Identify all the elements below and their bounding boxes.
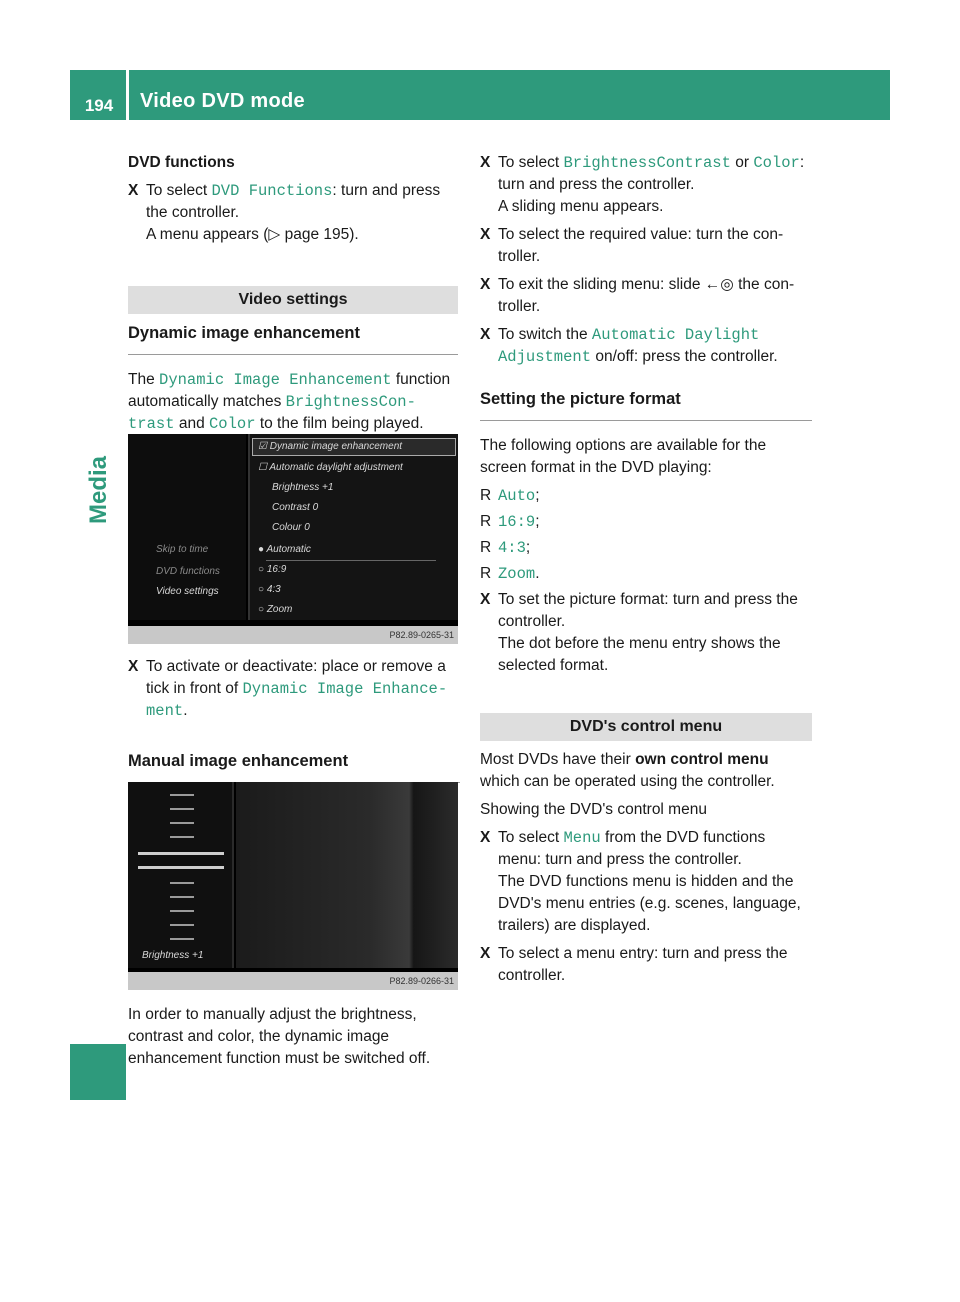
bullet-icon: R: [480, 487, 492, 504]
section-tab-label: Media: [85, 456, 112, 525]
dvd-functions-heading: DVD functions: [128, 154, 235, 171]
page-title: Video DVD mode: [140, 90, 305, 112]
page-number: 194: [84, 96, 114, 115]
dynamic-heading: Dynamic image enhancement: [128, 322, 458, 355]
step-arrow-icon: X: [480, 945, 491, 962]
section-tab-marker: [70, 1044, 126, 1100]
picture-format-intro: The following options are available for the screen format in the DVD playing:: [480, 437, 767, 476]
picture-format-step: X To set the picture format: turn and press the controller. The dot before the menu entry shows the selected format.: [480, 591, 798, 674]
menu-separator: [266, 560, 436, 561]
value-step: X To select the required value: turn the con‐troller.: [480, 226, 784, 265]
bullet-icon: R: [480, 539, 492, 556]
step-arrow-icon: X: [480, 154, 491, 171]
manual-heading: Manual image enhancement: [128, 750, 460, 783]
control-menu-paragraph: Most DVDs have their own control menu which can be operated using the controller.: [480, 751, 775, 790]
menu-step: X To select Menu from the DVD functions menu: turn and press the controller. The DVD functions menu is hidden and the DVD's menu entries (e.g. scenes, language, trailers) are displayed.: [480, 829, 801, 934]
screenshot2-label: Brightness +1: [142, 950, 204, 961]
daylight-step: X To switch the Automatic Daylight Adjustment on/off: press the controller.: [480, 326, 778, 366]
activate-step: X To activate or deactivate: place or remove a tick in front of Dynamic Image Enhance‐ment.: [128, 658, 448, 720]
menu-entry-step: X To select a menu entry: turn and press the controller.: [480, 945, 788, 984]
dynamic-paragraph: The Dynamic Image Enhancement function automatically matches BrightnessCon‐trast and Color to the film being played.: [128, 371, 451, 433]
screenshot-right-menu: ☑ Dynamic image enhancement ☐ Automatic daylight adjustment Brightness +1 Contrast 0 Colour 0 ● Automatic ○ 16:9 ○ 4:3 ○ Zoom: [248, 434, 458, 620]
screenshot2-caption: P82.89-0266-31: [128, 972, 458, 990]
exit-step: X To exit the sliding menu: slide ←◎ the con‐troller.: [480, 276, 795, 315]
page-ref-icon: ▷: [268, 226, 281, 243]
step-arrow-icon: X: [480, 276, 491, 293]
screenshot-caption: P82.89-0265-31: [128, 626, 458, 644]
section-tab: [84, 446, 114, 536]
video-settings-band: Video settings: [128, 286, 458, 314]
screenshot2-video: [236, 782, 458, 968]
step-arrow-icon: X: [480, 591, 491, 608]
list-item: R 16:9;: [480, 513, 540, 531]
list-item: R Auto;: [480, 487, 540, 505]
list-item: R 4:3;: [480, 539, 531, 557]
bullet-icon: R: [480, 513, 492, 530]
controller-slide-icon: ←◎: [704, 276, 734, 293]
screenshot-manual-enhancement: [128, 782, 458, 990]
screenshot-video-settings: [128, 434, 458, 644]
dvd-functions-step: X To select DVD Functions: turn and press the controller. A menu appears (▷ page 195).: [128, 182, 441, 243]
screenshot-left-menu: Skip to time DVD functions Video settings: [128, 434, 246, 620]
list-item: R Zoom.: [480, 565, 540, 583]
left-column: [128, 152, 458, 441]
control-menu-band: DVD's control menu: [480, 713, 812, 741]
right-column: [480, 152, 812, 993]
brightness-step: X To select BrightnessContrast or Color: turn and press the controller. A sliding menu appears.: [480, 154, 805, 215]
step-arrow-icon: X: [128, 182, 139, 199]
menu-item-dvd-functions: DVD Functions: [211, 182, 333, 200]
screenshot2-slider: [128, 782, 234, 968]
manual-paragraph: In order to manually adjust the brightness, contrast and color, the dynamic image enhancement function must be switched off.: [128, 1006, 431, 1067]
step-arrow-icon: X: [128, 658, 139, 675]
step-arrow-icon: X: [480, 326, 491, 343]
picture-format-heading: Setting the picture format: [480, 388, 812, 421]
control-menu-subheading: Showing the DVD's control menu: [480, 801, 707, 818]
page-ref-link[interactable]: page 195).: [280, 226, 359, 243]
header-divider: [126, 70, 129, 120]
step-arrow-icon: X: [480, 829, 491, 846]
left-column-continued: [128, 656, 460, 797]
bullet-icon: R: [480, 565, 492, 582]
step-arrow-icon: X: [480, 226, 491, 243]
